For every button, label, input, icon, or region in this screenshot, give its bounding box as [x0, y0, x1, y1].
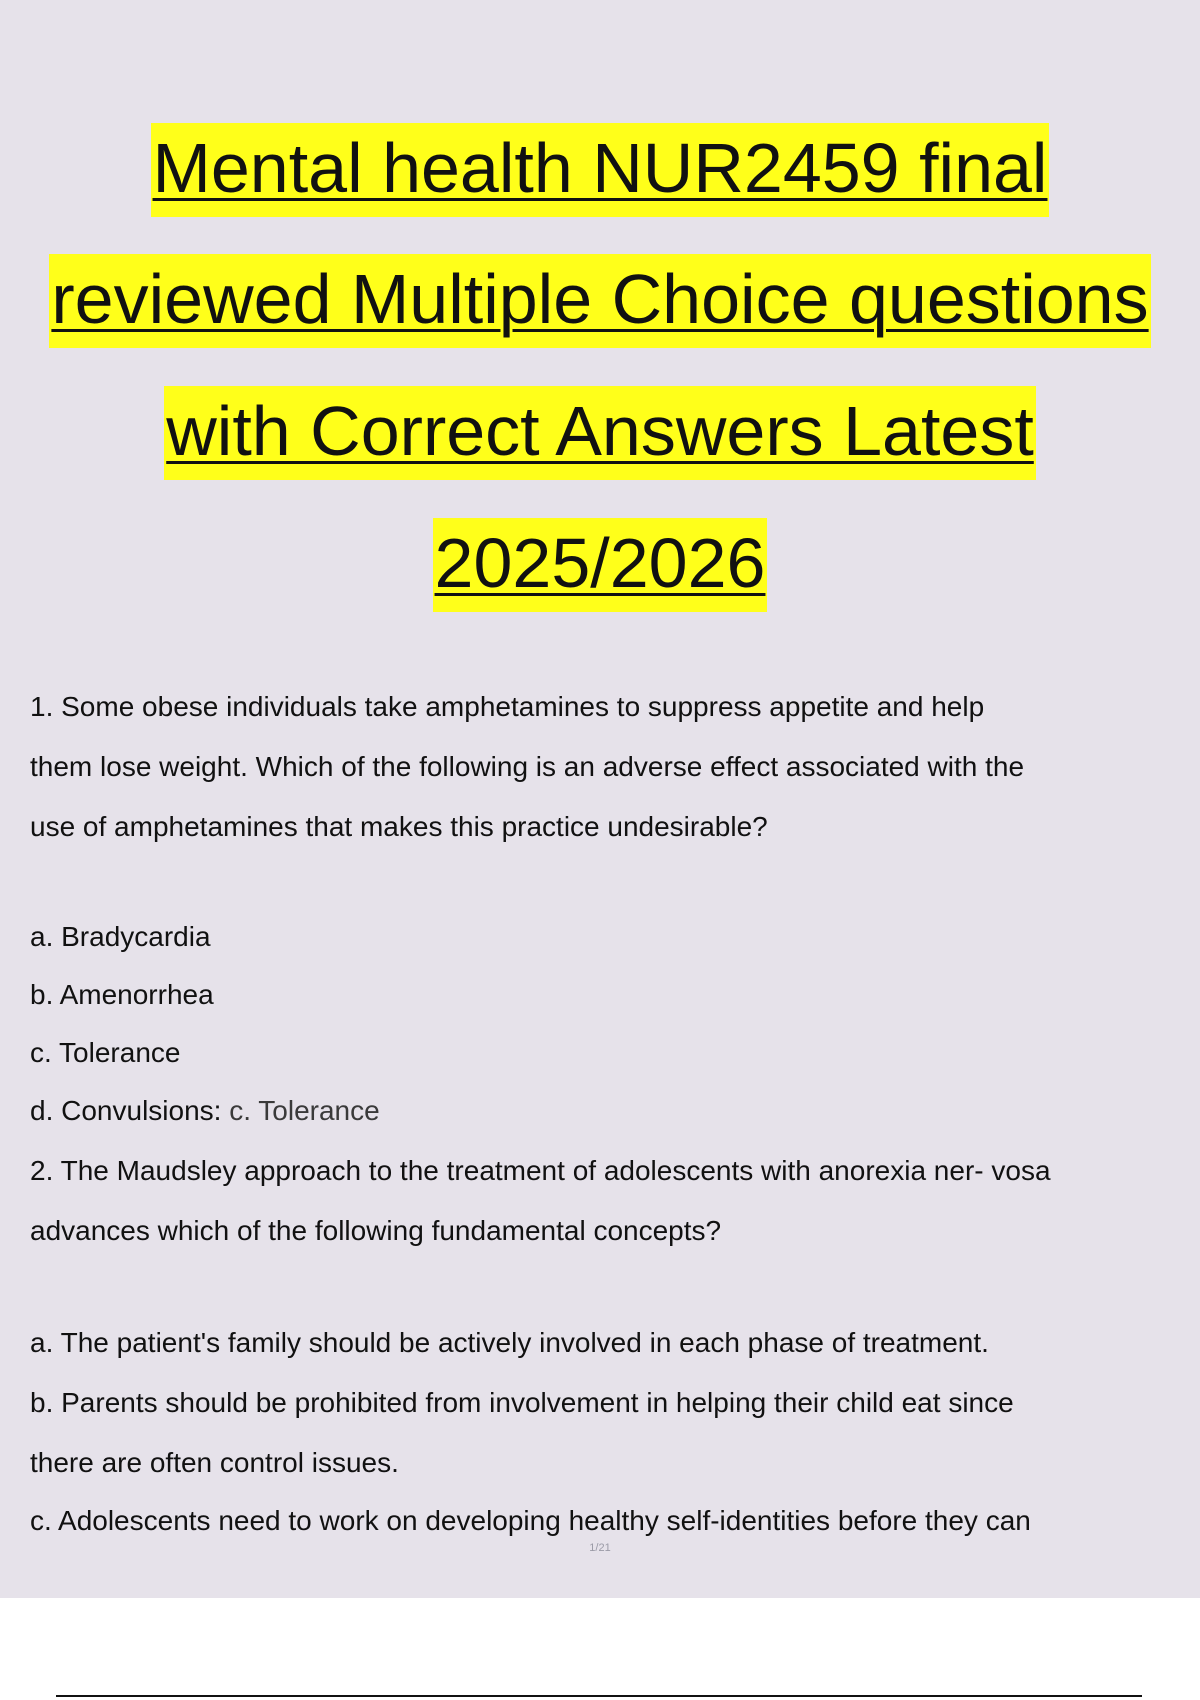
question-2-option-b: b. Parents should be prohibited from involvement in helping their child eat since	[30, 1387, 1014, 1418]
question-1-line-3: use of amphetamines that makes this practice undesirable?	[30, 811, 768, 842]
document-title-line-2: reviewed Multiple Choice questions	[0, 264, 1200, 334]
question-1-option-d	[30, 1094, 1190, 1128]
page-number: 1/21	[589, 1542, 611, 1554]
question-1-option-c: c. Tolerance	[30, 1037, 181, 1068]
question-1-option-b: b. Amenorrhea	[30, 979, 214, 1010]
document-title-line-3: with Correct Answers Latest	[0, 396, 1200, 466]
question-1-option-a: a. Bradycardia	[30, 921, 211, 952]
document-title-line-1: Mental health NUR2459 final	[0, 133, 1200, 203]
question-2-line-1: 2. The Maudsley approach to the treatment of adolescents with anorexia ner- vosa	[30, 1155, 1051, 1186]
question-1-line-2: them lose weight. Which of the following is an adverse effect associated with the	[30, 751, 1025, 782]
question-1-option-d-label: d. Convulsions:	[30, 1095, 222, 1126]
footer-rule	[56, 1695, 1142, 1697]
question-2-option-b-cont: there are often control issues.	[30, 1447, 399, 1478]
question-1-line-1: 1. Some obese individuals take amphetamines to suppress appetite and help	[30, 691, 985, 722]
question-2-option-a: a. The patient's family should be actively involved in each phase of treatment.	[30, 1327, 989, 1358]
question-2-line-2: advances which of the following fundamental concepts?	[30, 1215, 722, 1246]
question-2-option-c: c. Adolescents need to work on developing healthy self-identities before they can	[30, 1505, 1031, 1536]
question-1-answer: c. Tolerance	[229, 1095, 380, 1126]
document-title-line-4: 2025/2026	[0, 528, 1200, 598]
